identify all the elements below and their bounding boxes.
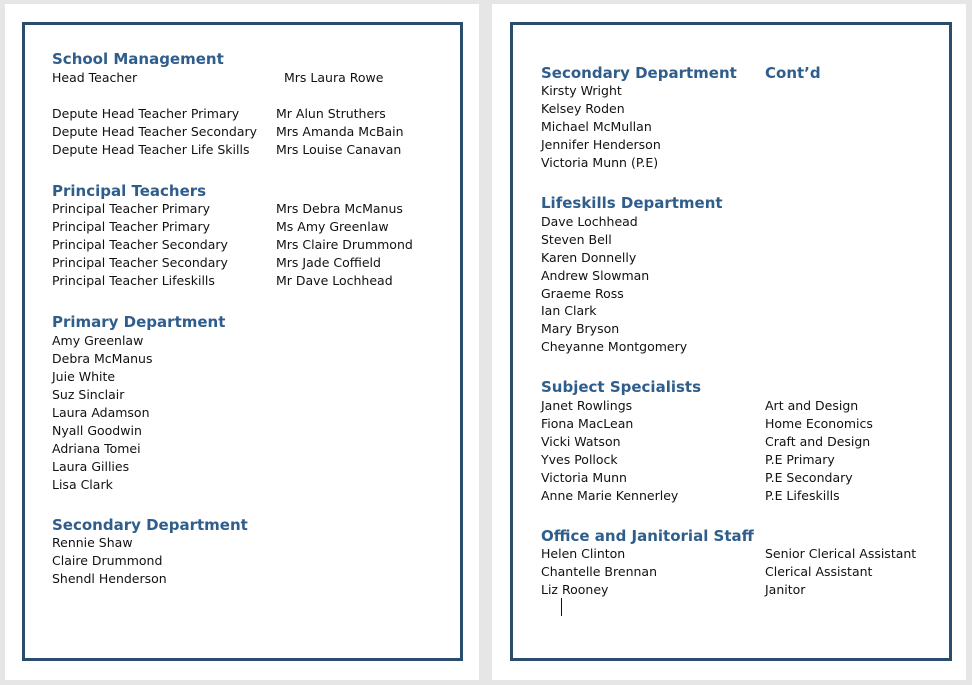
subject-label: Craft and Design: [765, 434, 871, 449]
section-heading-office-staff: Office and Janitorial Staff: [541, 527, 754, 545]
staff-name: Andrew Slowman: [541, 268, 650, 283]
staff-name: Steven Bell: [541, 232, 612, 247]
role-label: Principal Teacher Secondary: [52, 255, 228, 270]
staff-name: Mrs Louise Canavan: [276, 142, 402, 157]
job-title: Senior Clerical Assistant: [765, 546, 917, 561]
staff-name: Mrs Amanda McBain: [276, 124, 404, 139]
staff-name: Michael McMullan: [541, 119, 652, 134]
staff-name: Laura Gillies: [52, 459, 130, 474]
role-label: Depute Head Teacher Secondary: [52, 124, 258, 139]
staff-name: Kelsey Roden: [541, 101, 625, 116]
subject-label: Art and Design: [765, 398, 859, 413]
staff-name: Suz Sinclair: [52, 387, 125, 402]
staff-name: Rennie Shaw: [52, 535, 133, 550]
staff-name: Dave Lochhead: [541, 214, 638, 229]
subject-label: P.E Primary: [765, 452, 835, 467]
staff-name: Shendl Henderson: [52, 571, 167, 586]
staff-name: Mrs Jade Coffield: [276, 255, 381, 270]
contd-label: Cont’d: [765, 64, 821, 82]
staff-name: Graeme Ross: [541, 286, 624, 301]
staff-name: Kirsty Wright: [541, 83, 622, 98]
staff-name: Victoria Munn: [541, 470, 627, 485]
section-heading-secondary-contd: Secondary Department: [541, 64, 737, 82]
text-cursor: [561, 598, 562, 616]
subject-label: P.E Secondary: [765, 470, 853, 485]
section-heading-primary-department: Primary Department: [52, 313, 226, 331]
section-heading-lifeskills-department: Lifeskills Department: [541, 194, 723, 212]
staff-name: Mrs Debra McManus: [276, 201, 403, 216]
section-heading-secondary-department: Secondary Department: [52, 516, 248, 534]
staff-name: Mary Bryson: [541, 321, 620, 336]
section-heading-principal-teachers: Principal Teachers: [52, 182, 207, 200]
staff-name: Anne Marie Kennerley: [541, 488, 679, 503]
staff-name: Vicki Watson: [541, 434, 621, 449]
document-page-2[interactable]: [492, 4, 966, 680]
staff-name: Juie White: [52, 369, 116, 384]
role-label: Principal Teacher Secondary: [52, 237, 228, 252]
staff-name: Ms Amy Greenlaw: [276, 219, 389, 234]
role-label: Depute Head Teacher Life Skills: [52, 142, 250, 157]
role-label: Head Teacher: [52, 70, 138, 85]
staff-name: Cheyanne Montgomery: [541, 339, 688, 354]
staff-name: Ian Clark: [541, 303, 597, 318]
staff-name: Nyall Goodwin: [52, 423, 142, 438]
staff-name: Yves Pollock: [541, 452, 618, 467]
role-label: Principal Teacher Lifeskills: [52, 273, 215, 288]
role-label: Depute Head Teacher Primary: [52, 106, 240, 121]
staff-name: Fiona MacLean: [541, 416, 634, 431]
role-label: Principal Teacher Primary: [52, 219, 211, 234]
section-heading-subject-specialists: Subject Specialists: [541, 378, 701, 396]
staff-name: Amy Greenlaw: [52, 333, 144, 348]
staff-name: Lisa Clark: [52, 477, 113, 492]
subject-label: P.E Lifeskills: [765, 488, 840, 503]
staff-name: Mrs Claire Drummond: [276, 237, 413, 252]
staff-name: Janet Rowlings: [541, 398, 633, 413]
staff-name: Helen Clinton: [541, 546, 626, 561]
job-title: Janitor: [765, 582, 806, 597]
staff-name: Karen Donnelly: [541, 250, 637, 265]
staff-name: Debra McManus: [52, 351, 153, 366]
staff-name: Laura Adamson: [52, 405, 150, 420]
staff-name: Chantelle Brennan: [541, 564, 657, 579]
subject-label: Home Economics: [765, 416, 873, 431]
role-label: Principal Teacher Primary: [52, 201, 211, 216]
staff-name: Adriana Tomei: [52, 441, 141, 456]
staff-name: Claire Drummond: [52, 553, 163, 568]
staff-name: Victoria Munn (P.E): [541, 155, 659, 170]
staff-name: Mr Dave Lochhead: [276, 273, 393, 288]
document-page-1[interactable]: [5, 4, 479, 680]
staff-name: Jennifer Henderson: [541, 137, 661, 152]
staff-name: Mr Alun Struthers: [276, 106, 386, 121]
job-title: Clerical Assistant: [765, 564, 873, 579]
staff-name: Mrs Laura Rowe: [284, 70, 384, 85]
staff-name: Liz Rooney: [541, 582, 609, 597]
section-heading-school-management: School Management: [52, 50, 224, 68]
